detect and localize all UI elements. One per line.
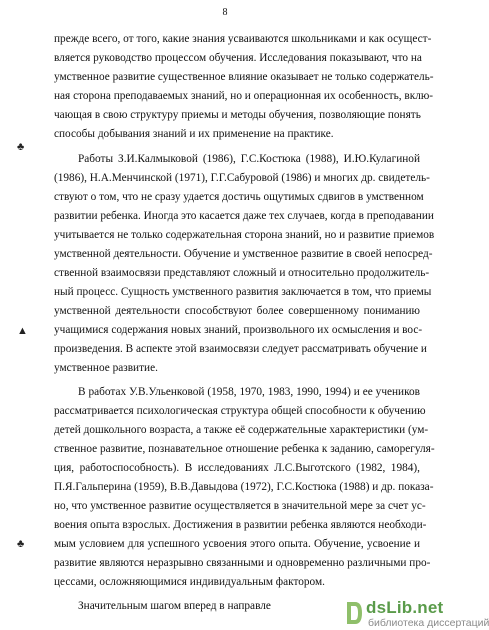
text-line: но, что умственное развитие осуществляется в значительной мере за счет ус- bbox=[54, 500, 426, 512]
text-line: произведения. В аспекте этой взаимосвязи следует рассматривать обучение и bbox=[54, 343, 427, 355]
text-line: чающая в свою структуру приемы и методы обучения, позволяющие понять bbox=[54, 109, 421, 121]
text-line: Значительным шагом вперед в направле bbox=[78, 600, 271, 612]
text-line: ственной взаимосвязи представляют сложный и относительно продолжитель- bbox=[54, 267, 430, 279]
text-line: П.Я.Гальперина (1959), В.В.Давыдова (1972), Г.С.Костюка (1988) и др. показа- bbox=[54, 481, 434, 493]
text-line: ственное развитие, познавательное отношение ребенка к заданию, саморегуля- bbox=[54, 443, 435, 455]
margin-mark-1: ♣ bbox=[17, 141, 25, 153]
text-line: мым условием для успешного усвоения этого опыта. Обучение, усвоение и bbox=[54, 538, 420, 550]
dslib-logo-icon bbox=[344, 600, 364, 626]
text-line: ствуют о том, что не сразу удается достичь ощутимых сдвигов в умственном bbox=[54, 191, 424, 203]
watermark-subtitle: библиотека диссертаций bbox=[368, 617, 489, 629]
margin-mark-2: ▲ bbox=[17, 325, 28, 337]
text-line: развитие являются неразрывно связанными и одновременно различными про- bbox=[54, 557, 431, 569]
text-line: вляется руководство процессом обучения. Исследования показывают, что на bbox=[54, 52, 422, 64]
text-line: ный процесс. Сущность умственного развития заключается в том, что приемы bbox=[54, 286, 432, 298]
watermark-title: dsLib.net bbox=[366, 598, 444, 617]
text-line: (1986), Н.А.Менчинской (1971), Г.Г.Сабуровой (1986) и многих др. свидетель- bbox=[54, 172, 430, 184]
dslib-watermark bbox=[344, 598, 489, 630]
text-line: В работах У.В.Ульенковой (1958, 1970, 1983, 1990, 1994) и ее учеников bbox=[78, 386, 420, 398]
text-line: развитии ребенка. Иногда это касается даже тех случаев, когда в преподавании bbox=[54, 210, 434, 222]
text-line: цессами, осложняющимися индивидуальным фактором. bbox=[54, 576, 325, 588]
text-line: умственное развитие. bbox=[54, 362, 158, 374]
text-line: умственной деятельности. Обучение и умственное развитие в своей непосред- bbox=[54, 248, 433, 260]
text-line: воения опыта взрослых. Достижения в развитии ребенка являются необходи- bbox=[54, 519, 427, 531]
text-line: ция, работоспособность). В исследованиях Л.С.Выготского (1982, 1984), bbox=[54, 462, 420, 474]
text-line: умственное развитие существенное влияние оказывает не только содержатель- bbox=[54, 71, 434, 83]
text-line: рассматривается психологическая структура общей способности к обучению bbox=[54, 405, 426, 417]
text-line: умственной деятельности способствуют более совершенному пониманию bbox=[54, 305, 420, 317]
text-line: Работы З.И.Калмыковой (1986), Г.С.Костюка (1988), И.Ю.Кулагиной bbox=[78, 153, 420, 165]
text-line: ная сторона преподаваемых знаний, но и операционная их особенность, вклю- bbox=[54, 90, 434, 102]
text-line: учащимися содержания новых знаний, произвольного их осмысления и вос- bbox=[54, 324, 423, 336]
margin-mark-3: ♣ bbox=[17, 538, 25, 550]
text-line: прежде всего, от того, какие знания усваиваются школьниками и как осущест- bbox=[54, 33, 432, 45]
text-line: способы добывания знаний и их применение на практике. bbox=[54, 128, 334, 140]
page-number: 8 bbox=[222, 7, 228, 18]
text-line: учитывается не только содержательная сторона знаний, но и развитие приемов bbox=[54, 229, 435, 241]
text-line: детей дошкольного возраста, а также её содержательные характеристики (ум- bbox=[54, 424, 429, 436]
